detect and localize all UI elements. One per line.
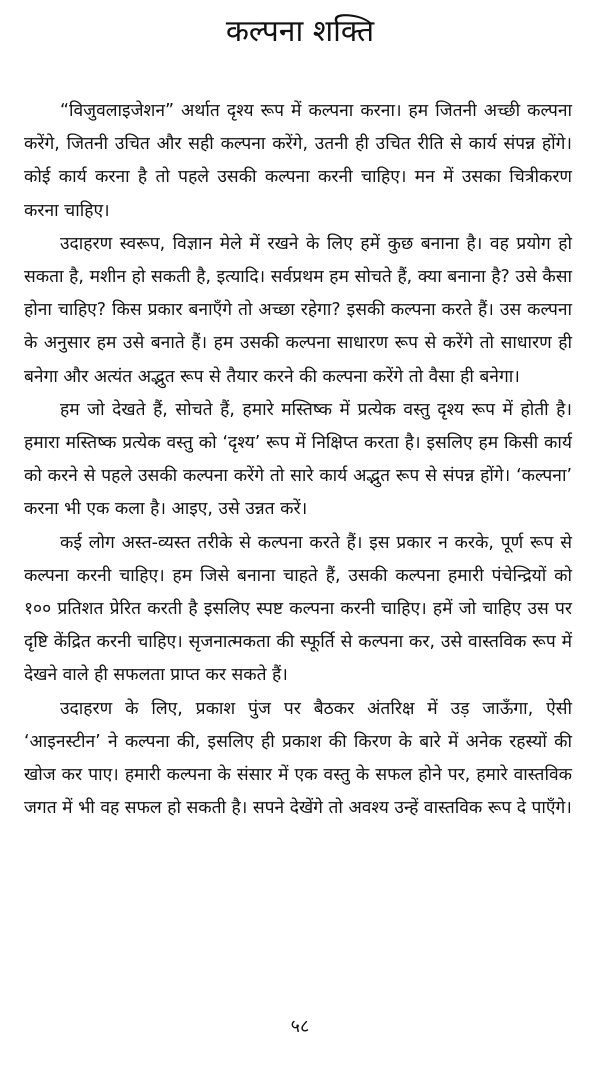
paragraph-2: उदाहरण स्वरूप, विज्ञान मेले में रखने के लिए हमें कुछ बनाना है। वह प्रयोग हो सकता है, मशीन हो सकती है, इत्यादि। सर्वप्रथम हम सोचते हैं, क्या बनाना है? उसे कैसा होना चाहिए? किस प्रकार बनाएँगे तो अच्छा रहेगा? इसकी कल्पना करते हैं। उस कल्पना के अनुसार हम उसे बनाते हैं। हम उसकी कल्पना साधारण रूप से करेंगे तो साधारण ही बनेगा और अत्यंत अद्भुत रूप से तैयार करने की कल्पना करेंगे तो वैसा ही बनेगा। (24, 233, 573, 387)
paragraph-5: उदाहरण के लिए, प्रकाश पुंज पर बैठकर अंतरिक्ष में उड़ जाऊँगा, ऐसी ‘आइनस्टीन’ ने कल्पना की, इसलिए ही प्रकाश की किरण के बारे में अनेक रहस्यों की खोज कर पाए। हमारी कल्पना के संसार में एक वस्तु के सफल होने पर, हमारे वास्तविक जगत में भी वह सफल हो सकती है। सपने देखेंगे तो अवश्य उन्हें वास्तविक रूप दे पाएँगे। (24, 698, 572, 819)
page-number: ५८ (290, 1016, 310, 1037)
paragraph-1: “विजुवलाइजेशन” अर्थात दृश्य रूप में कल्पना करना। हम जितनी अच्छी कल्पना करेंगे, जितनी उचित और सही कल्पना करेंगे, उतनी ही उचित रीति से कार्य संपन्न होंगे। कोई कार्य करना है तो पहले उसकी कल्पना करनी चाहिए। मन में उसका चित्रीकरण करना चाहिए। (24, 101, 572, 221)
paragraph-4: कई लोग अस्त-व्यस्त तरीके से कल्पना करते हैं। इस प्रकार न करके, पूर्ण रूप से कल्पना करनी चाहिए। हम जिसे बनाना चाहते हैं, उसकी कल्पना हमारी पंचेन्द्रियों को १०० प्रतिशत प्रेरित करती है इसलिए स्पष्ट कल्पना करनी चाहिए। हमें जो चाहिए उस पर दृष्टि केंद्रित करनी चाहिए। सृजनात्मकता की स्फूर्ति से कल्पना कर, उसे वास्तविक रूप में देखने वाले ही सफलता प्राप्त कर सकते हैं। (24, 532, 572, 686)
body-text (24, 95, 572, 825)
paragraph-3: हम जो देखते हैं, सोचते हैं, हमारे मस्तिष्क में प्रत्येक वस्तु दृश्य रूप में होती है। हमारा मस्तिष्क प्रत्येक वस्तु को ‘दृश्य’ रूप में निक्षिप्त करता है। इसलिए हम किसी कार्य को करने से पहले उसकी कल्पना करेंगे तो सारे कार्य अद्भुत रूप से संपन्न होंगे। ‘कल्पना’ करना भी एक कला है। आइए, उसे उन्नत करें। (24, 399, 572, 520)
page-title: कल्पना शक्ति (225, 14, 375, 49)
